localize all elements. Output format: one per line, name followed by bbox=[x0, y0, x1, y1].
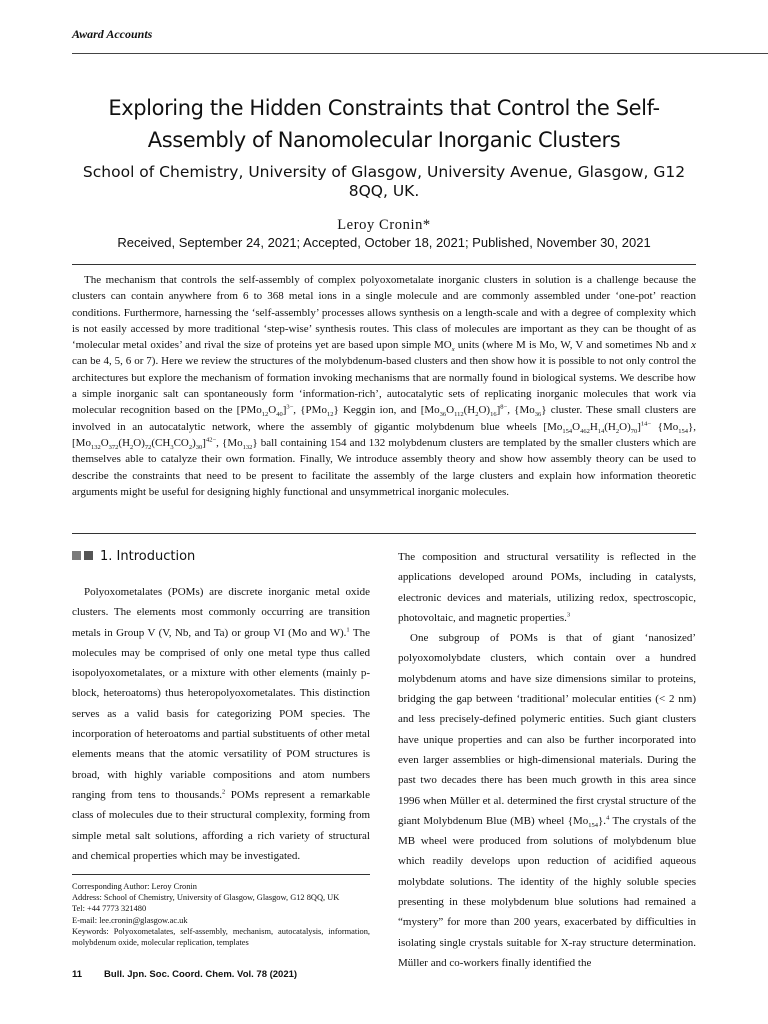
footnote-rule bbox=[72, 874, 370, 875]
section-heading: 1. Introduction bbox=[72, 549, 195, 564]
article-title: Exploring the Hidden Constraints that Control the Self-Assembly of Nanomolecular Inorganic Clusters bbox=[108, 96, 660, 152]
journal-citation: Bull. Jpn. Soc. Coord. Chem. Vol. 78 (2021) bbox=[104, 969, 298, 980]
publication-dates: Received, September 24, 2021; Accepted, October 18, 2021; Published, November 30, 2021 bbox=[117, 235, 651, 250]
left-column: Polyoxometalates (POMs) are discrete inorganic metal oxide clusters. The elements most commonly occurring are transition metals in Group V (V, Nb, and Ta) or group VI (Mo and W).$^1$ The molecules may be comprised of only one metal type thus called isopolyoxometalates, or a mixture with other elements (mainly p-block, heteroatoms) thus heteropolyoxometalates. This distinction serves as a valid basis for categorizing POM species. The incorporation of heteroatoms and partial substituents of other metal elements means that the atomic versatility of POM structures is broad, with highly variable compositions and atom numbers ranging from tens to thousands.$^2$ POMs represent a remarkable class of molecules due to their structural complexity, forming from simple metal salt solutions, affording a rich variety of structural and chemical properties which may be investigated. bbox=[72, 586, 370, 862]
page-number: 11 bbox=[72, 969, 83, 980]
square-bullet-icon bbox=[84, 551, 93, 560]
corresponding-author: Corresponding Author: Leroy Cronin bbox=[72, 882, 197, 891]
author-tel: Tel: +44 7773 321480 bbox=[72, 904, 147, 914]
right-column: The composition and structural versatility is reflected in the applications developed around POMs, including in catalysts, electronic devices and materials, utilizing redox, spectroscopic, photovoltaic, and magnetic properties.$^3$ One subgroup of POMs is that of giant ‘nanosized’ polyoxomolybdate clusters, which contain over a hundred molybdenum atoms and have size dimensions similar to proteins, bridging the gap between ‘traditional’ molecular entities (< 2 nm) and less precisely-defined polymeric entities. Such giant clusters have unique properties and can also be further incorporated into even larger assemblies or high-dimensional materials. During the past two decades there has been much growth in this area since 1996 when Müller et al. determined the first crystal structure of the giant Molybdenum Blue (MB) wheel $\{Mo_{154}\}.^4$ The crystals of the MB wheel were produced from solutions of molybdenum blue which readily develops upon reduction of acidified aqueous molybdate solutions. The identity of the highly soluble species presenting in these molybdenum blue solutions had remained a “mystery” for more than 200 years, exacerbated by difficulties in isolating single crystals suitable for X-ray structure determination. Müller and co-workers finally identified the bbox=[398, 551, 696, 969]
square-bullet-icon bbox=[72, 551, 81, 560]
abstract: The mechanism that controls the self-assembly of complex polyoxometalate inorganic clusters in solution is a challenge because the clusters can contain anywhere from 6 to 368 metal ions in a single molecule and are commonly assembled under ‘one-pot’ reaction conditions. Furthermore, harnessing the ‘self-assembly’ processes allows synthesis on a length-scale and with a degree of complexity which is not easily accessed by more traditional ‘step-wise’ synthesis routes. This class of molecules are important as they can be thought of as ‘molecular metal oxides’ and rival the size of proteins yet are based upon simple $MO_x$ units (where M is Mo, W, V and sometimes Nb and x can be 4, 5, 6 or 7). Here we review the structures of the molybdenum-based clusters and then show how it is possible to not only control the architectures but explore the mechanism of formation invoking mechanisms that are normally found in biological systems. We describe how a simple inorganic salt can spontaneously form ‘information-rich’, autocatalytic sets of replicating inorganic molecules that work via molecular recognition based on the $[PMo_{12}O_{40}]^{3-}$, {PMo$_{12}$} Keggin ion, and $[Mo_{36}O_{112}(H_2O)_{16}]^{8-}$, $\{Mo_{36}\}$ cluster. These small clusters are involved in an autocatalytic network, where the assembly of gigantic molybdenum blue wheels $[Mo_{154}O_{462}H_{14}(H_2O)_{70}]^{14-}$ $\{Mo_{154}\}$, $[Mo_{132}O_{372}(H_2O)_{72}(CH_3CO_2)_{30}]^{42-}$, $\{Mo_{132}\}$ ball containing 154 and 132 molybdenum clusters are templated by the smaller clusters which are themselves able to catalyze their own formation. Finally, We introduce assembly theory and show how assembly theory can be used to describe the constraints that need to be present to facilitate the assembly of the large clusters and explain how information theoretic arguments might be useful for designing highly functional and unsymmetrical inorganic molecules. bbox=[72, 274, 697, 498]
header-rule bbox=[72, 53, 768, 54]
affiliation: School of Chemistry, University of Glasgow, University Avenue, Glasgow, G12 8QQ, UK. bbox=[82, 163, 686, 200]
page-footer bbox=[72, 969, 297, 980]
footnotes bbox=[72, 881, 370, 948]
running-header: Award Accounts bbox=[72, 27, 153, 41]
author-email: E-mail: lee.cronin@glasgow.ac.uk bbox=[72, 915, 188, 925]
keywords: Keywords: Polyoxometalates, self-assembly, mechanism, autocatalysis, information, molybdenum oxide, molecular replication, templates bbox=[72, 926, 370, 948]
abstract-bottom-rule bbox=[72, 533, 696, 534]
author-address: Address: School of Chemistry, University of Glasgow, Glasgow, G12 8QQ, UK bbox=[72, 893, 340, 903]
author: Leroy Cronin* bbox=[337, 217, 431, 233]
abstract-top-rule bbox=[72, 264, 696, 265]
